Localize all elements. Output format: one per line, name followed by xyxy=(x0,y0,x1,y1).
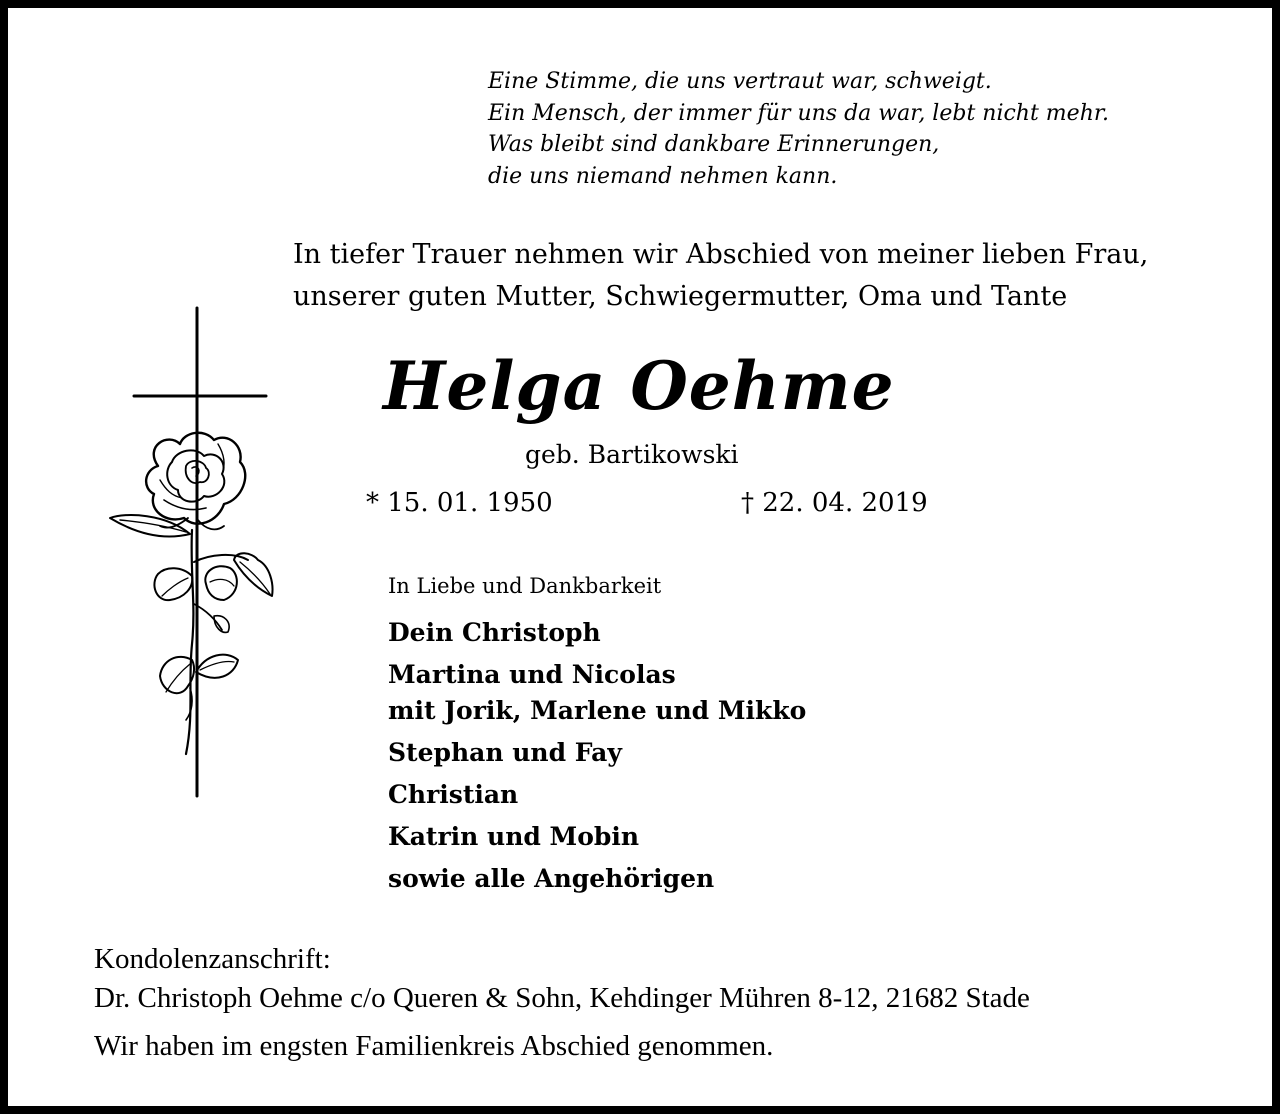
closing-note: Wir haben im engsten Familienkreis Abschied genommen. xyxy=(94,1030,774,1062)
cross-with-rose-icon xyxy=(106,304,281,804)
poem-line: die uns niemand nehmen kann. xyxy=(488,163,838,189)
poem xyxy=(488,66,1109,192)
mourner-name: Martina und Nicolas xyxy=(388,660,676,689)
condolence-label: Kondolenzanschrift: xyxy=(94,943,331,975)
intro-line: In tiefer Trauer nehmen wir Abschied von meiner lieben Frau, xyxy=(293,239,1149,270)
death-date: † 22. 04. 2019 xyxy=(741,488,928,518)
intro-text xyxy=(293,234,1148,318)
poem-line: Was bleibt sind dankbare Erinnerungen, xyxy=(488,132,940,157)
maiden-name: geb. Bartikowski xyxy=(525,440,739,469)
mourner-name: Stephan und Fay xyxy=(388,738,622,767)
deceased-name: Helga Oehme xyxy=(383,347,895,425)
mourner-name: mit Jorik, Marlene und Mikko xyxy=(388,696,807,725)
mourner-name: Katrin und Mobin xyxy=(388,822,640,851)
intro-line: unserer guten Mutter, Schwiegermutter, Oma und Tante xyxy=(293,281,1068,312)
mourner-name: sowie alle Angehörigen xyxy=(388,864,715,893)
mourner-name: Christian xyxy=(388,780,519,809)
mourner-name: Dein Christoph xyxy=(388,618,601,647)
condolence-address: Dr. Christoph Oehme c/o Queren & Sohn, Kehdinger Mühren 8-12, 21682 Stade xyxy=(94,982,1030,1014)
mourners-intro: In Liebe und Dankbarkeit xyxy=(388,574,662,598)
birth-date: * 15. 01. 1950 xyxy=(366,488,553,518)
poem-line: Ein Mensch, der immer für uns da war, lebt nicht mehr. xyxy=(488,100,1109,126)
poem-line: Eine Stimme, die uns vertraut war, schweigt. xyxy=(488,69,992,94)
